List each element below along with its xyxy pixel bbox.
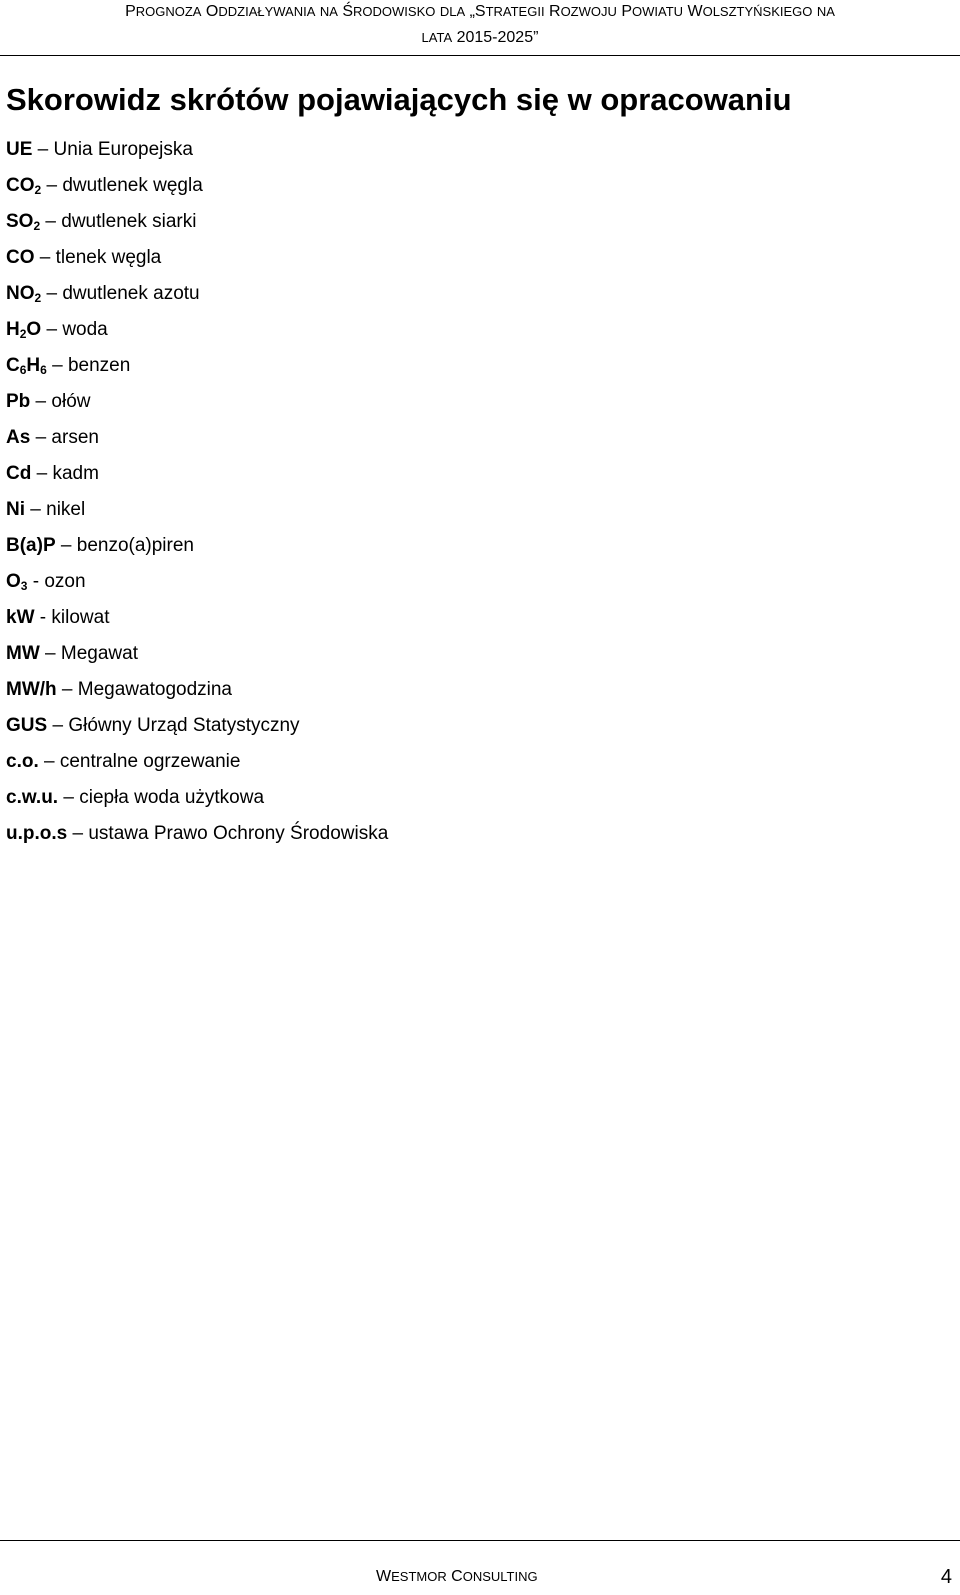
abbreviation-definition: ołów (51, 391, 91, 412)
abbreviation-item (6, 822, 388, 858)
page-title: Skorowidz skrótów pojawiających się w opracowaniu (6, 82, 792, 117)
abbreviation-term: $O_3$ (6, 571, 28, 593)
header-title-line-2 (0, 28, 960, 48)
abbreviation-separator: – (30, 427, 52, 448)
abbreviation-separator: – (41, 283, 63, 304)
abbreviation-item (6, 318, 388, 354)
abbreviation-separator: – (39, 643, 61, 664)
abbreviation-list (6, 138, 388, 858)
abbreviation-term: MW/h (6, 679, 57, 700)
abbreviation-item (6, 462, 388, 498)
abbreviation-term: c.o. (6, 751, 39, 772)
abbreviation-term: $NO_2$ (6, 283, 42, 305)
abbreviation-definition: Megawat (60, 643, 138, 664)
abbreviation-item (6, 174, 388, 210)
abbreviation-definition: arsen (51, 427, 99, 448)
abbreviation-term: GUS (6, 715, 48, 736)
abbreviation-definition: tlenek węgla (55, 247, 162, 268)
abbreviation-term: $CO_2$ (6, 175, 42, 197)
abbreviation-term: $H_2O$ (6, 319, 42, 341)
abbreviation-separator: – (38, 751, 60, 772)
abbreviation-item (6, 246, 388, 282)
abbreviation-separator: – (55, 535, 77, 556)
abbreviation-item (6, 714, 388, 750)
abbreviation-item (6, 786, 388, 822)
abbreviation-term: UE (6, 139, 33, 160)
abbreviation-separator: – (32, 139, 54, 160)
abbreviation-definition: ustawa Prawo Ochrony Środowiska (88, 823, 389, 844)
abbreviation-separator: – (56, 679, 78, 700)
abbreviation-item (6, 678, 388, 714)
abbreviation-definition: Główny Urząd Statystyczny (68, 715, 300, 736)
abbreviation-separator: – (67, 823, 89, 844)
abbreviation-term: Cd (6, 463, 32, 484)
abbreviation-term: B(a)P (6, 535, 56, 556)
abbreviation-definition: nikel (46, 499, 86, 520)
abbreviation-separator: – (41, 319, 63, 340)
abbreviation-definition: dwutlenek azotu (62, 283, 200, 304)
abbreviation-separator: – (41, 175, 63, 196)
abbreviation-separator: - (34, 607, 52, 628)
abbreviation-separator: – (34, 247, 56, 268)
abbreviation-term: c.w.u. (6, 787, 59, 808)
abbreviation-term: CO (6, 247, 35, 268)
abbreviation-term: Pb (6, 391, 31, 412)
abbreviation-item (6, 750, 388, 786)
abbreviation-definition: benzo(a)piren (76, 535, 194, 556)
abbreviation-definition: dwutlenek siarki (61, 211, 197, 232)
abbreviation-term: MW (6, 643, 40, 664)
abbreviation-definition: Megawatogodzina (77, 679, 232, 700)
abbreviation-term: kW (6, 607, 35, 628)
abbreviation-item (6, 354, 388, 390)
abbreviation-term: u.p.o.s (6, 823, 68, 844)
abbreviation-definition: Unia Europejska (53, 139, 193, 160)
abbreviation-item (6, 138, 388, 174)
header-title-years: LATA 2015-2025” (421, 29, 539, 46)
page-number: 4 (940, 1566, 952, 1588)
abbreviation-definition: dwutlenek węgla (62, 175, 203, 196)
abbreviation-separator: – (31, 463, 53, 484)
abbreviation-separator: – (47, 715, 69, 736)
abbreviation-separator: – (25, 499, 47, 520)
abbreviation-item (6, 606, 388, 642)
abbreviation-definition: kilowat (51, 607, 110, 628)
abbreviation-separator: – (58, 787, 80, 808)
abbreviation-item (6, 282, 388, 318)
abbreviation-definition: kadm (52, 463, 99, 484)
abbreviation-definition: ciepła woda użytkowa (79, 787, 265, 808)
abbreviation-separator: – (40, 211, 62, 232)
footer-company: WESTMOR CONSULTING (376, 1568, 538, 1585)
abbreviation-item (6, 210, 388, 246)
abbreviation-item (6, 426, 388, 462)
abbreviation-item (6, 642, 388, 678)
header-title-text: PROGNOZA ODDZIAŁYWANIA NA ŚRODOWISKO DLA „STRATEGII ROZWOJU POWIATU WOLSZTYŃSKIEGO NA (125, 3, 835, 20)
page-header (0, 0, 960, 56)
abbreviation-definition: ozon (44, 571, 86, 592)
abbreviation-separator: - (27, 571, 45, 592)
abbreviation-separator: – (30, 391, 52, 412)
abbreviation-definition: benzen (67, 355, 131, 376)
abbreviation-item (6, 498, 388, 534)
abbreviation-item (6, 534, 388, 570)
abbreviation-term: $C_6H_6$ (6, 355, 47, 377)
abbreviation-separator: – (46, 355, 68, 376)
abbreviation-item (6, 390, 388, 426)
abbreviation-term: $SO_2$ (6, 211, 41, 233)
abbreviation-term: As (6, 427, 31, 448)
header-title-line-1 (0, 2, 960, 22)
abbreviation-item (6, 570, 388, 606)
abbreviation-definition: centralne ogrzewanie (59, 751, 241, 772)
page-footer (0, 1540, 960, 1595)
abbreviation-definition: woda (62, 319, 108, 340)
abbreviation-term: Ni (6, 499, 25, 520)
